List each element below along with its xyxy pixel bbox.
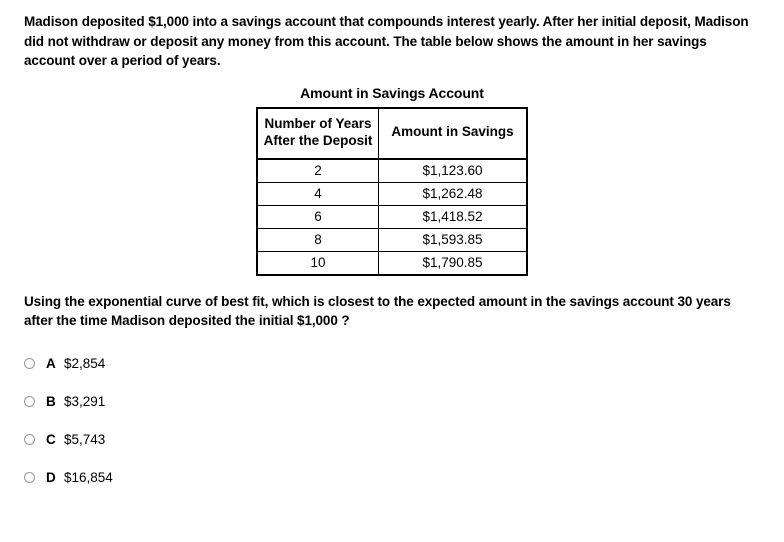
choice-letter: B bbox=[46, 394, 56, 410]
choice-text: $3,291 bbox=[64, 394, 106, 410]
radio-button-icon[interactable] bbox=[24, 472, 35, 483]
table-row bbox=[257, 205, 527, 228]
answer-choices bbox=[24, 345, 760, 497]
answer-choice-d[interactable] bbox=[24, 459, 760, 497]
choice-text: $5,743 bbox=[64, 432, 106, 448]
answer-choice-c[interactable] bbox=[24, 421, 760, 459]
question-stem: Madison deposited $1,000 into a savings account that compounds interest yearly. After her initial deposit, Madison did not withdraw or deposit any money from this account. The table below shows the amount in her savings account over a period of years. bbox=[24, 14, 749, 69]
cell-years: 6 bbox=[257, 205, 379, 228]
cell-years: 4 bbox=[257, 182, 379, 205]
answer-choice-b[interactable] bbox=[24, 383, 760, 421]
cell-years: 8 bbox=[257, 228, 379, 251]
cell-years: 2 bbox=[257, 159, 379, 183]
choice-text: $16,854 bbox=[64, 470, 113, 486]
cell-amount: $1,123.60 bbox=[379, 159, 528, 183]
table-body bbox=[257, 159, 527, 275]
table-row bbox=[257, 159, 527, 183]
table-row bbox=[257, 182, 527, 205]
choice-letter: A bbox=[46, 356, 56, 372]
radio-button-icon[interactable] bbox=[24, 434, 35, 445]
table-header-row bbox=[257, 108, 527, 159]
savings-table bbox=[256, 107, 528, 276]
cell-amount: $1,418.52 bbox=[379, 205, 528, 228]
choice-text: $2,854 bbox=[64, 356, 106, 372]
column-header-amount: Amount in Savings bbox=[379, 108, 528, 159]
answer-choice-a[interactable] bbox=[24, 345, 760, 383]
cell-years: 10 bbox=[257, 251, 379, 275]
radio-button-icon[interactable] bbox=[24, 396, 35, 407]
table-caption: Amount in Savings Account bbox=[300, 84, 484, 101]
table-row bbox=[257, 228, 527, 251]
choice-letter: D bbox=[46, 470, 56, 486]
table-row bbox=[257, 251, 527, 275]
table-head bbox=[257, 108, 527, 159]
radio-button-icon[interactable] bbox=[24, 358, 35, 369]
choice-letter: C bbox=[46, 432, 56, 448]
cell-amount: $1,790.85 bbox=[379, 251, 528, 275]
column-header-years: Number of Years After the Deposit bbox=[257, 108, 379, 159]
cell-amount: $1,262.48 bbox=[379, 182, 528, 205]
cell-amount: $1,593.85 bbox=[379, 228, 528, 251]
savings-table-container bbox=[24, 85, 760, 276]
question-prompt: Using the exponential curve of best fit, which is closest to the expected amount in the savings account 30 years after the time Madison deposited the initial $1,000 ? bbox=[24, 293, 731, 329]
